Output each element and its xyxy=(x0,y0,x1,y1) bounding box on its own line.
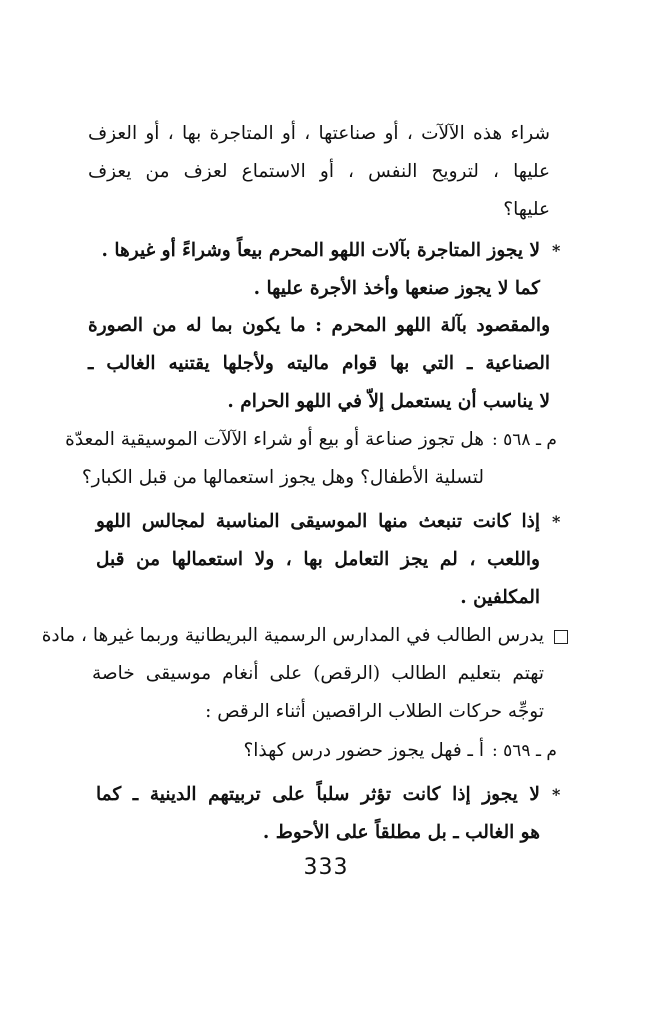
paragraph-question-text xyxy=(88,115,550,229)
text-line: توجِّه حركات الطلاب الراقصين أثناء الرقص : xyxy=(205,701,544,722)
text-line: لا يناسب أن يستعمل إلاّ في اللهو الحرام . xyxy=(227,391,550,412)
answer-star-marker: * xyxy=(552,785,561,804)
text-line: لا يجوز المتاجرة بآلات اللهو المحرم بيعاً وشراءً أو غيرها . xyxy=(101,240,540,261)
text-line: هل تجوز صناعة أو بيع أو شراء الآلآت الموسيقية المعدّة xyxy=(65,429,484,450)
text-line: الصناعية ـ التي بها قوام ماليته ولأجلها يقتنيه الغالب ـ xyxy=(88,353,550,374)
answer-star-marker: * xyxy=(552,512,561,531)
paragraph-answer xyxy=(96,776,540,852)
checkbox-square-icon xyxy=(548,617,568,655)
answer-star-marker: * xyxy=(552,241,561,260)
text-line: أ ـ فهل يجوز حضور درس كهذا؟ xyxy=(243,740,484,761)
paragraph-question-text xyxy=(41,617,544,731)
text-line: تهتم بتعليم الطالب (الرقص) على أنغام موسيقى خاصة xyxy=(92,663,544,684)
text-line: لتسلية الأطفال؟ وهل يجوز استعمالها من قبل الكبار؟ xyxy=(81,467,484,488)
paragraph-question xyxy=(65,421,484,497)
question-number: م ـ ٥٦٨ : xyxy=(492,430,557,450)
paragraph-answer-explanation xyxy=(88,307,550,421)
text-line: لا يجوز إذا كانت تؤثر سلباً على تربيتهم الدينية ـ كما xyxy=(96,784,540,805)
question-number: م ـ ٥٦٩ : xyxy=(492,741,557,761)
paragraph-question xyxy=(88,732,484,770)
text-line: كما لا يجوز صنعها وأخذ الأجرة عليها . xyxy=(253,278,540,299)
text-line: إذا كانت تنبعث منها الموسيقى المناسبة لمجالس اللهو xyxy=(96,511,540,532)
text-line: والمقصود بآلة اللهو المحرم : ما يكون بما له من الصورة xyxy=(88,315,550,336)
text-line: عليها؟ xyxy=(503,199,550,220)
text-line: عليها ، لترويح النفس ، أو الاستماع لعزف من يعزف xyxy=(88,161,550,182)
text-line: يدرس الطالب في المدارس الرسمية البريطانية وربما غيرها ، مادة xyxy=(41,625,544,646)
text-line: هو الغالب ـ بل مطلقاً على الأحوط . xyxy=(262,822,540,843)
paragraph-answer xyxy=(96,503,540,617)
text-line: المكلفين . xyxy=(460,587,540,608)
text-line: واللعب ، لم يجز التعامل بها ، ولا استعمالها من قبل xyxy=(96,549,540,570)
text-line: شراء هذه الآلآت ، أو صناعتها ، أو المتاجرة بها ، أو العزف xyxy=(88,123,550,144)
page-number: 333 xyxy=(303,855,349,880)
paragraph-answer xyxy=(96,232,540,308)
